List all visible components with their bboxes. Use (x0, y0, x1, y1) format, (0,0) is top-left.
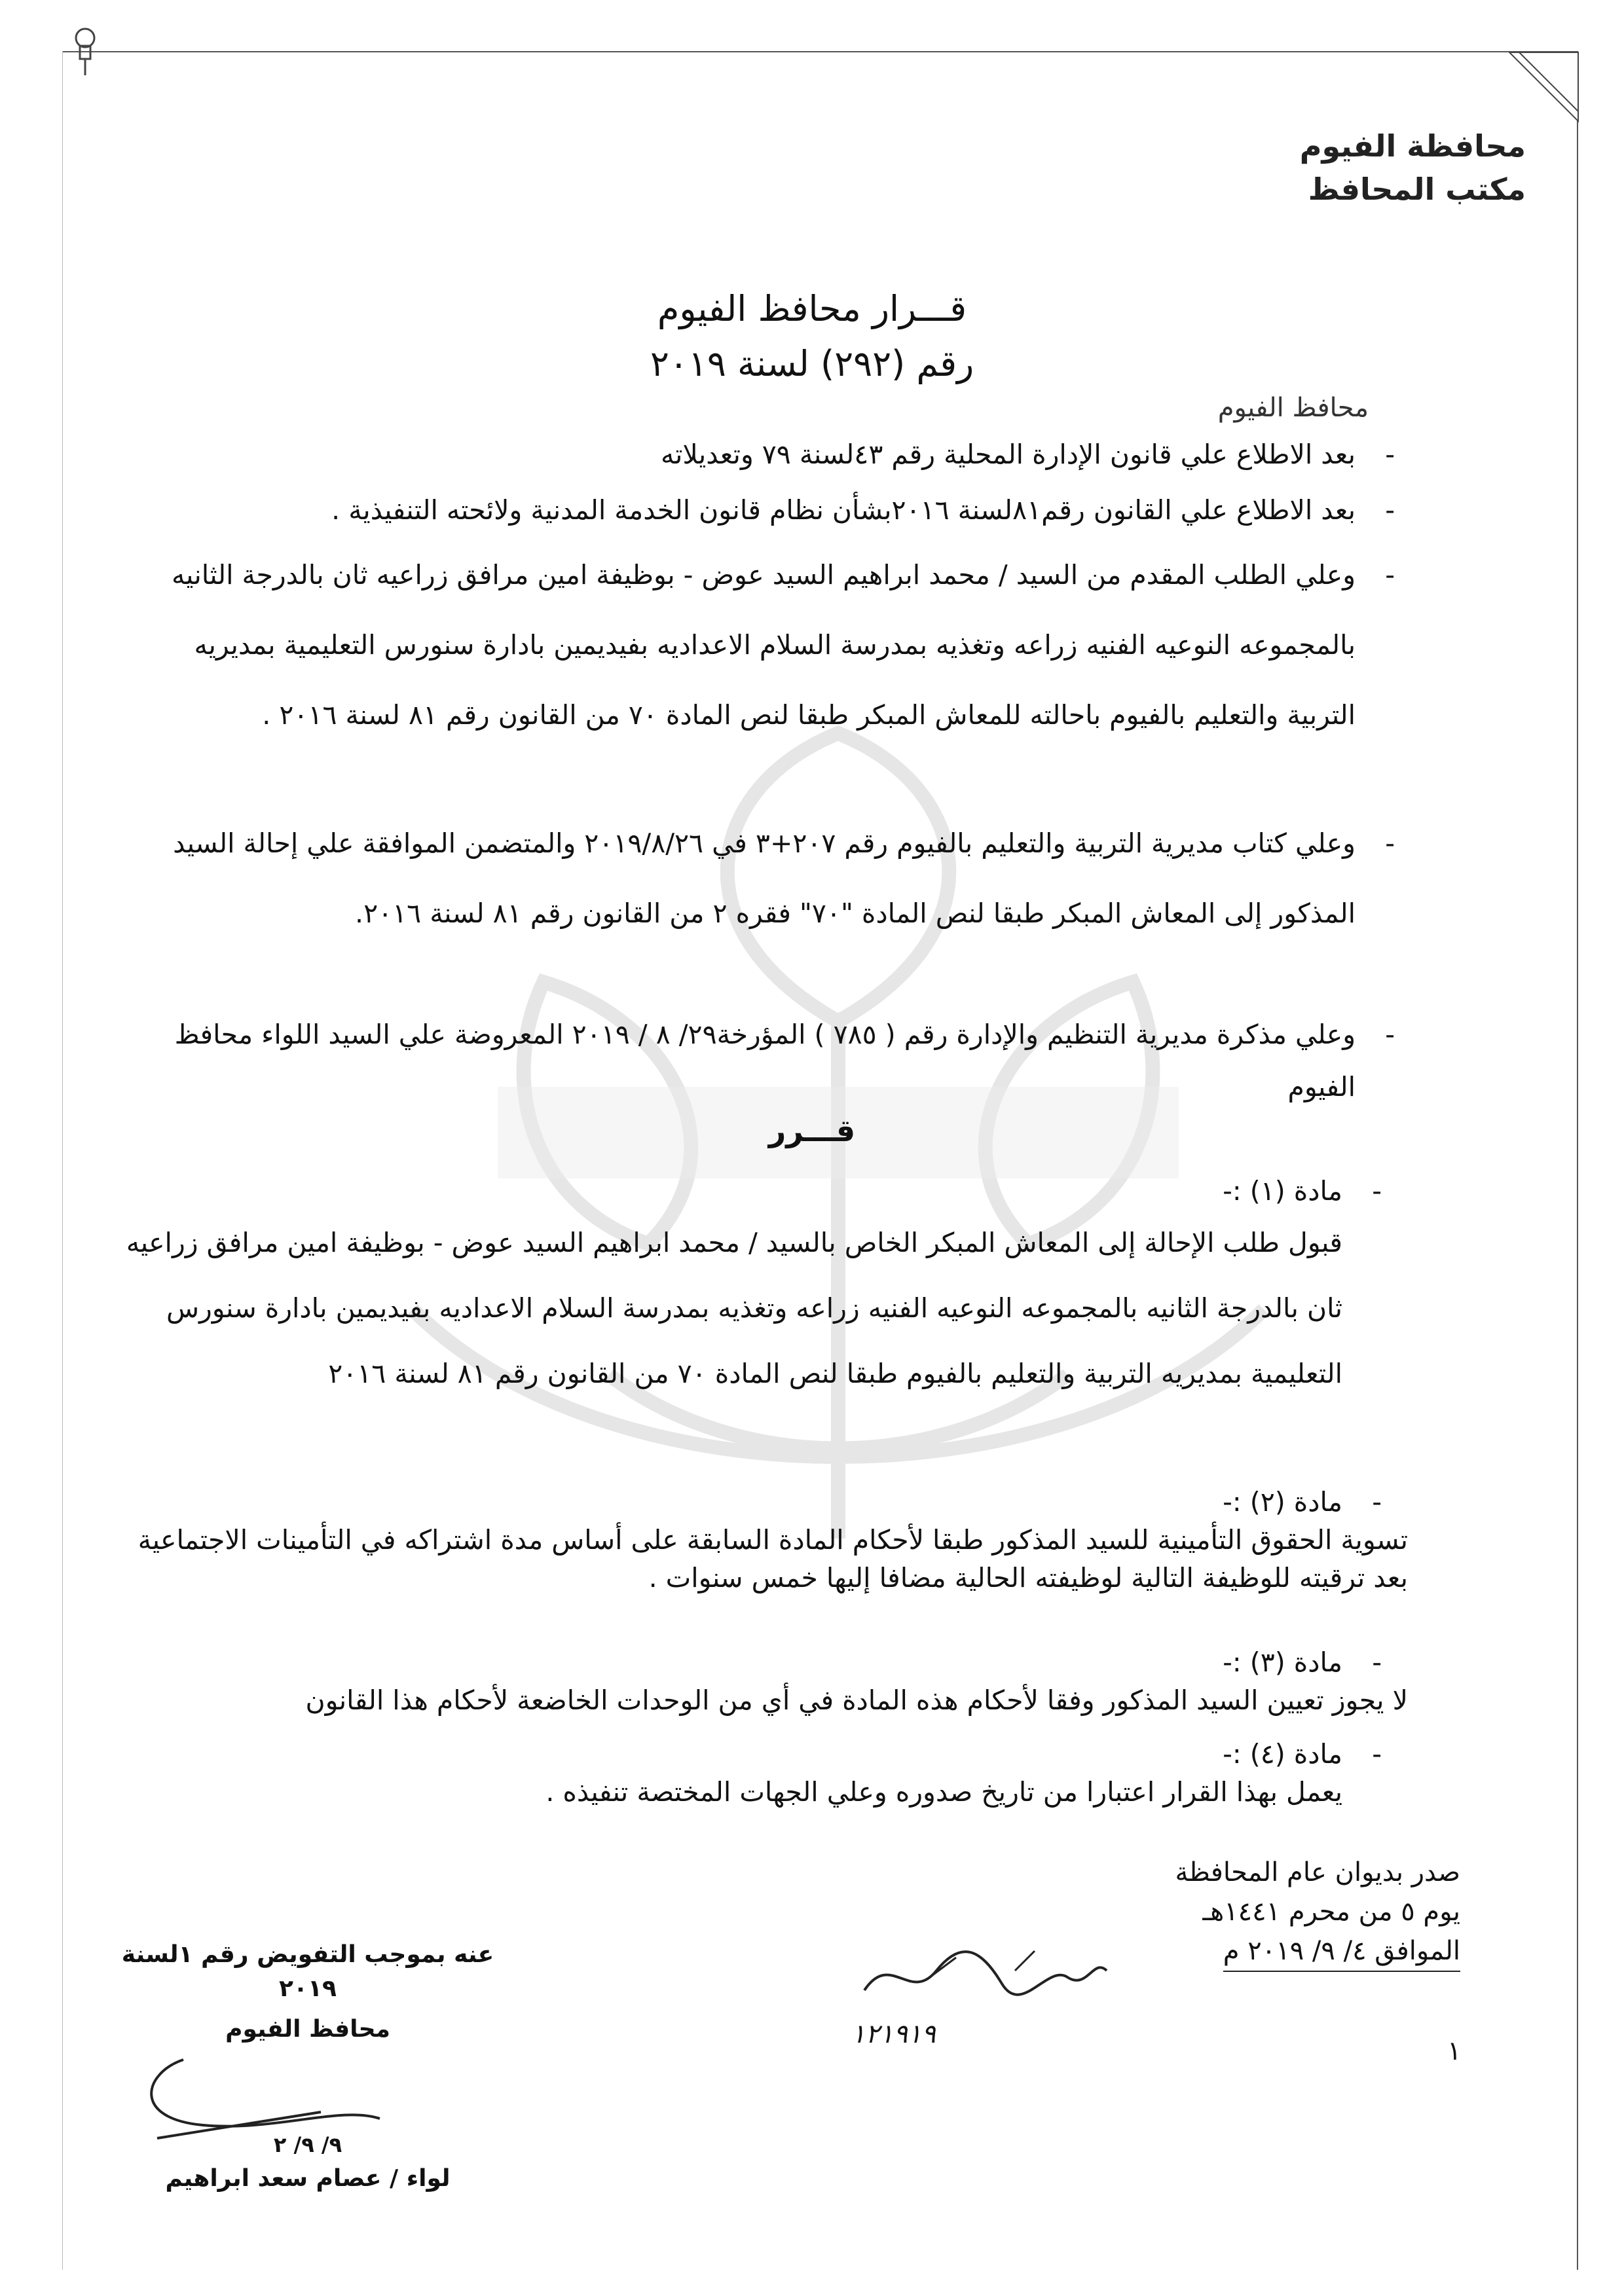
article-3 (111, 1643, 1408, 1719)
delegation-text: عنه بموجب التفويض رقم ١لسنة ٢٠١٩ (121, 1941, 494, 2002)
preamble-item: - وعلي مذكرة مديرية التنظيم والإدارة رقم ( ٧٨٥ ) المؤرخة٢٩/ ٨ / ٢٠١٩ المعروضة علي السيد اللواء محافظ الفيوم (124, 1008, 1356, 1113)
pushpin-icon (65, 26, 105, 79)
decree-number: رقم (٢٩٢) لسنة ٢٠١٩ (650, 343, 974, 384)
preamble-item: - وعلي الطلب المقدم من السيد / محمد ابراهيم السيد عوض - بوظيفة امين مرافق زراعيه ثان بالدرجة الثانيه بالمجموعه النوعيه الفنيه زراعه وتغذيه بمدرسة السلام الاعداديه بفيديمين بادارة سنورس التعليمية بمديريه التربية والتعليم بالفيوم باحالته للمعاش المبكر طبقا لنص المادة ٧٠ من القانون رقم ٨١ لسنة ٢٠١٦ . (124, 540, 1356, 750)
document-header (1133, 124, 1526, 211)
signature-date: ٩/ ٩/ ٢ (273, 2132, 342, 2157)
handwritten-scribble-icon (851, 1938, 1113, 2016)
bullet-dash: - (1372, 1175, 1382, 1207)
article-2 (111, 1483, 1408, 1597)
governorate-name: محافظة الفيوم (1299, 128, 1526, 164)
article-text: قبول طلب الإحالة إلى المعاش المبكر الخاص بالسيد / محمد ابراهيم السيد عوض - بوظيفة امين مرافق زراعيه ثان بالدرجة الثانيه بالمجموعه النوعيه الفنيه زراعه وتغذيه بمدرسة السلام الاعداديه بفيديمين بادارة سنورس التعليمية بمديريه التربية والتعليم بالفيوم طبقا لنص المادة ٧٠ من القانون رقم ٨١ لسنة ٢٠١٦ (126, 1227, 1342, 1389)
issued-at: صدر بديوان عام المحافظة (1175, 1857, 1460, 1887)
bullet-dash: - (1385, 439, 1395, 470)
article-text: لا يجوز تعيين السيد المذكور وفقا لأحكام هذه المادة في أي من الوحدات الخاضعة لأحكام هذا القانون (305, 1685, 1408, 1716)
bullet-dash: - (1372, 1738, 1382, 1770)
hijri-date: يوم ٥ من محرم ١٤٤١هـ (1202, 1897, 1460, 1927)
signatory-name: لواء / عصام سعد ابراهيم (165, 2165, 451, 2192)
article-title: - مادة (٤) :- (111, 1735, 1342, 1773)
gregorian-date: الموافق ٤/ ٩/ ٢٠١٩ م (1223, 1931, 1460, 1972)
article-text: تسوية الحقوق التأمينية للسيد المذكور طبقا لأحكام المادة السابقة على أساس مدة اشتراكه في التأمينات الاجتماعية بعد ترقيته للوظيفة التالية لوظيفته الحالية مضافا إليها خمس سنوات . (138, 1524, 1408, 1594)
preamble-item: - وعلي كتاب مديرية التربية والتعليم بالفيوم رقم ٢٠٧+٣ في ٢٠١٩/٨/٢٦ والمتضمن الموافقة علي إحالة السيد المذكور إلى المعاش المبكر طبقا لنص المادة "٧٠" فقره ٢ من القانون رقم ٨١ لسنة ٢٠١٦. (124, 809, 1356, 949)
page-border-top (62, 51, 1578, 52)
article-title: - مادة (٢) :- (111, 1483, 1342, 1521)
bullet-dash: - (1372, 1647, 1382, 1678)
preamble-item: - بعد الاطلاع علي القانون رقم٨١لسنة ٢٠١٦بشأن نظام قانون الخدمة المدنية ولائحته التنفيذية . (124, 491, 1356, 529)
corner-fold-icon (1506, 49, 1585, 128)
bullet-dash: - (1385, 1019, 1395, 1050)
bullet-dash: - (1385, 494, 1395, 526)
article-title: - مادة (٣) :- (111, 1643, 1342, 1681)
article-title: - مادة (١) :- (111, 1172, 1342, 1210)
preamble-item: - بعد الاطلاع علي قانون الإدارة المحلية رقم ٤٣لسنة ٧٩ وتعديلاته (124, 435, 1356, 473)
handwritten-note-text (851, 1938, 852, 1939)
article-1 (111, 1172, 1382, 1406)
signature-role: محافظ الفيوم (225, 2016, 390, 2043)
article-text: يعمل بهذا القرار اعتبارا من تاريخ صدوره وعلي الجهات المختصة تنفيذه . (545, 1776, 1342, 1808)
handwritten-number: ١٢١٩١٩ (851, 2019, 936, 2049)
decision-heading: قـــرر (768, 1113, 856, 1148)
issuer-label: محافظ الفيوم (1217, 393, 1369, 423)
bullet-dash: - (1385, 828, 1395, 859)
handwritten-note (851, 1938, 1113, 2069)
signature-block (105, 1938, 511, 2196)
office-name: مكتب المحافظ (1308, 172, 1526, 207)
decree-title (0, 282, 1624, 392)
bullet-dash: - (1372, 1486, 1382, 1518)
decree-title-line1: قـــرار محافظ الفيوم (657, 288, 967, 329)
bullet-dash: - (1385, 559, 1395, 591)
page-number: ١ (1447, 2036, 1462, 2066)
article-4 (111, 1735, 1382, 1811)
